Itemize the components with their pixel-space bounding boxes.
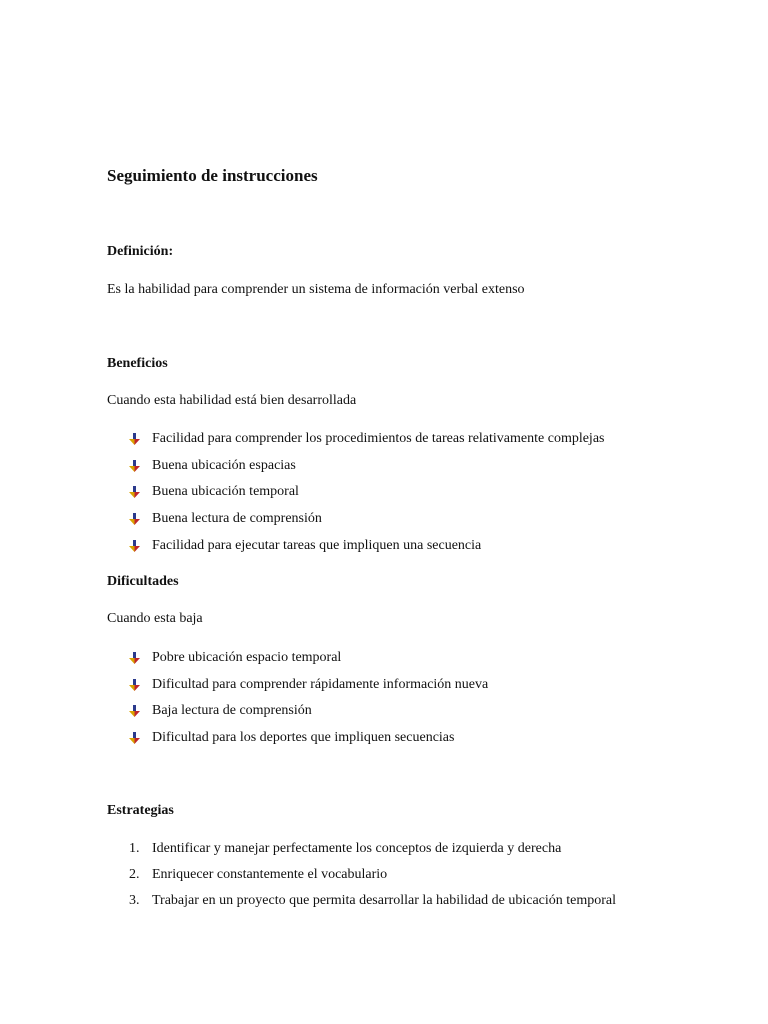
arrow-bullet-icon	[129, 540, 140, 552]
arrow-bullet-icon	[129, 732, 140, 744]
arrow-bullet-icon	[129, 679, 140, 691]
list-item-text: Buena ubicación espacias	[152, 457, 296, 473]
list-item-text: Enriquecer constantemente el vocabulario	[152, 867, 388, 882]
estrategias-heading: Estrategias	[107, 803, 174, 818]
arrow-bullet-icon	[129, 433, 140, 445]
list-item-text: Buena lectura de comprensión	[152, 511, 322, 527]
list-item-text: Identificar y manejar perfectamente los conceptos de izquierda y derecha	[152, 841, 562, 856]
page-title: Seguimiento de instrucciones	[107, 166, 318, 185]
list-item-text: Baja lectura de comprensión	[152, 703, 312, 719]
arrow-bullet-icon	[129, 513, 140, 525]
arrow-bullet-icon	[129, 652, 140, 664]
dificultades-heading: Dificultades	[107, 574, 179, 589]
arrow-bullet-icon	[129, 705, 140, 717]
list-item-text: Facilidad para ejecutar tareas que impliquen una secuencia	[152, 537, 482, 553]
list-item-text: Facilidad para comprender los procedimientos de tareas relativamente complejas	[152, 431, 605, 446]
list-item-text: Dificultad para los deportes que impliquen secuencias	[152, 730, 455, 746]
list-item-text: Pobre ubicación espacio temporal	[152, 650, 342, 665]
dificultades-intro: Cuando esta baja	[107, 611, 203, 626]
arrow-bullet-icon	[129, 460, 140, 472]
list-item-text: Trabajar en un proyecto que permita desarrollar la habilidad de ubicación temporal	[152, 893, 617, 908]
beneficios-heading: Beneficios	[107, 356, 168, 371]
definicion-heading: Definición:	[107, 244, 174, 259]
definicion-text: Es la habilidad para comprender un sistema de información verbal extenso	[107, 282, 525, 297]
list-item-text: Buena ubicación temporal	[152, 484, 299, 500]
list-item-number: 2.	[129, 867, 140, 882]
list-item-text: Dificultad para comprender rápidamente información nueva	[152, 676, 489, 692]
list-item-number: 3.	[129, 893, 140, 908]
list-item-number: 1.	[129, 841, 140, 856]
arrow-bullet-icon	[129, 486, 140, 498]
beneficios-intro: Cuando esta habilidad está bien desarrollada	[107, 393, 357, 408]
